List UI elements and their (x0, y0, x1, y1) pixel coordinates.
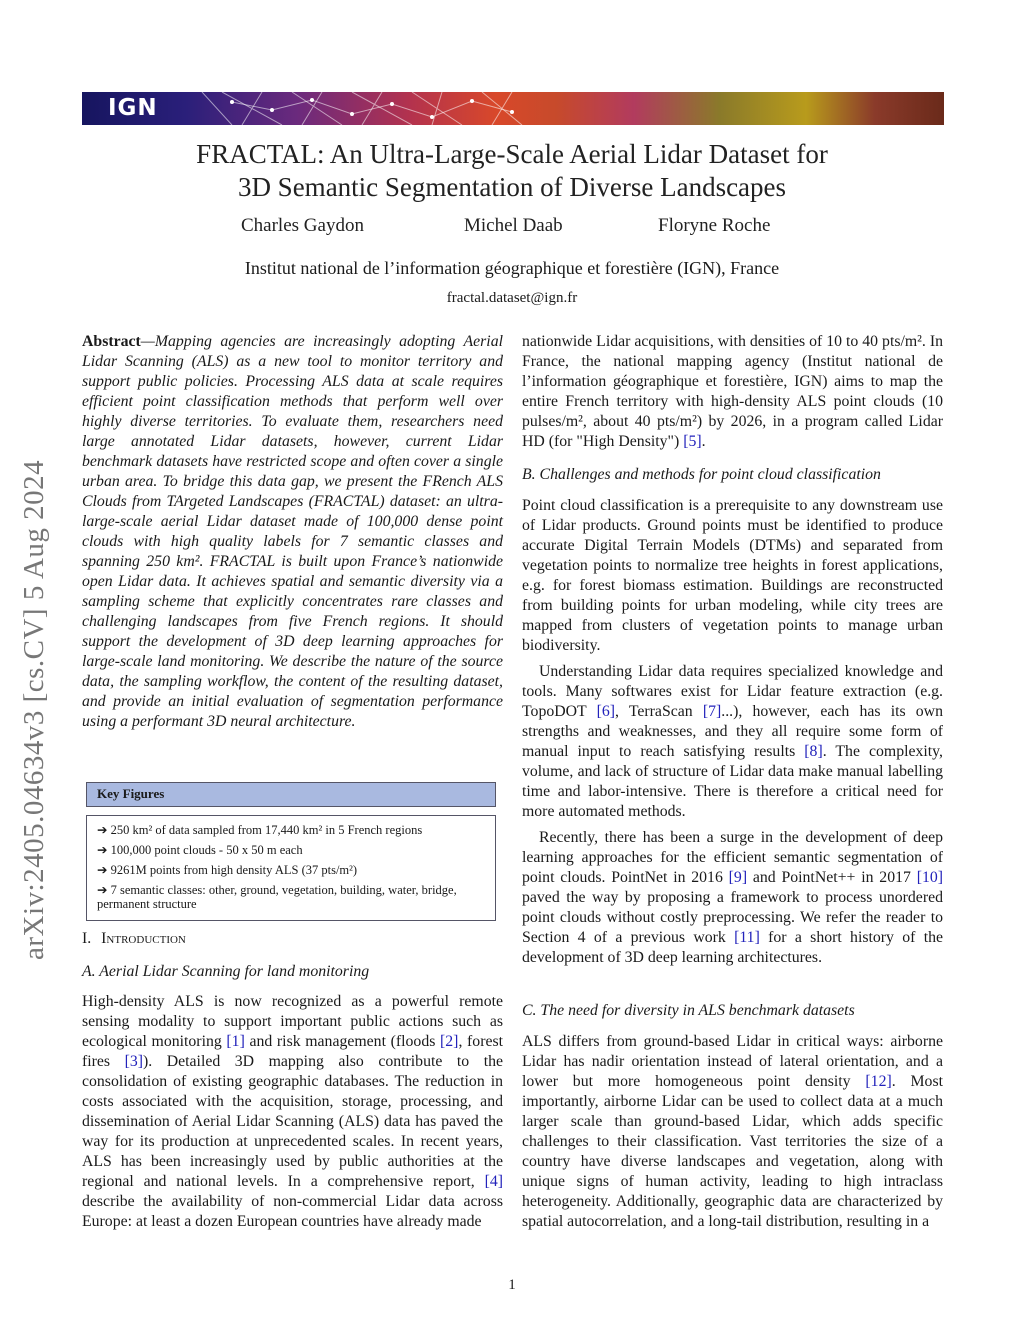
text-run: nationwide Lidar acquisitions, with densities of 10 to 40 pts/m². In France, the national mapping agency (Institut national de l’information géographique et forestière, IGN) aims to map the entire French territory with high-density ALS point clouds (10 pulses/m², about 40 pts/m²) by 2026, in a program called Lidar HD (for "High Density") (522, 333, 943, 450)
text-run: ). Detailed 3D mapping also contribute to the consolidation of existing geographic databases. The reduction in costs associated with the acquisition, storage, processing, and dissemination of Aerial Lidar Scanning (ALS) data has paved the way for its production at unprecedented scales. In recent years, ALS has been increasingly used by public authorities at the regional and national levels. In a comprehensive report, (82, 1053, 503, 1190)
citation-link[interactable]: [12] (865, 1073, 892, 1090)
citation-link[interactable]: [6] (596, 703, 616, 720)
text-run: and PointNet++ in 2017 (747, 869, 917, 886)
right-paragraph-3 (522, 662, 943, 822)
citation-link[interactable]: [9] (728, 869, 748, 886)
text-run: . (701, 433, 706, 450)
abstract (82, 332, 503, 732)
citation-link[interactable]: [7] (702, 703, 722, 720)
title-line-2: 3D Semantic Segmentation of Diverse Landscapes (237, 172, 787, 202)
text-run: Recently, there has been a surge in the development of deep learning approaches for the efficient semantic segmentation of point clouds. PointNet in 2016 (522, 829, 943, 886)
key-figures-title: Key Figures (86, 782, 496, 807)
right-paragraph-1 (522, 332, 943, 452)
text-run: paved the way by proposing a framework to process unordered point clouds without costly preprocessing. We refer the reader to Section 4 of a previous work (522, 889, 943, 946)
key-figure-item: ➔ 100,000 point clouds - 50 x 50 m each (97, 843, 303, 857)
paper-title (120, 138, 904, 204)
text-run: High-density ALS is now recognized as a powerful remote sensing modality to support important public actions such as ecological monitoring (82, 993, 503, 1050)
abstract-label: Abstract (82, 333, 141, 350)
abstract-text: Mapping agencies are increasingly adopting Aerial Lidar Scanning (ALS) as a new tool to monitor territory and support public policies. Processing ALS data at scale requires efficient point classification methods that perform well over highly diverse territories. To evaluate them, researchers need large annotated Lidar datasets, however, current Lidar benchmark datasets have restricted scope and often cover a single urban area. To bridge this data gap, we present the FRench ALS Clouds from TArgeted Landscapes (FRACTAL) dataset: an ultra-large-scale aerial Lidar dataset made of 100,000 dense point clouds with high quality labels for 7 semantic classes and spanning 250 km². FRACTAL is built upon France’s nationwide open Lidar data. It achieves spatial and semantic diversity via a sampling scheme that explicitly concentrates rare classes and challenging landscapes from five French regions. It should support the development of 3D deep learning approaches for large-scale land monitoring. We describe the nature of the source data, the sampling workflow, the content of the resulting dataset, and provide an initial evaluation of segmentation performance using a performant 3D neural architecture. (82, 333, 503, 730)
affiliation: Institut national de l’information géographique et forestière (IGN), France (244, 258, 780, 278)
section-title: Introduction (101, 930, 186, 947)
key-figure-item: ➔ 250 km² of data sampled from 17,440 km² in 5 French regions (97, 823, 423, 837)
ign-logo: IGN (108, 95, 158, 121)
key-figure-item: ➔ 9261M points from high density ALS (37 pts/m²) (97, 863, 358, 877)
right-paragraph-2 (522, 496, 943, 656)
title-line-1: FRACTAL: An Ultra-Large-Scale Aerial Lidar Dataset for (196, 139, 828, 169)
author-3: Floryne Roche (658, 215, 771, 236)
right-paragraph-4 (522, 828, 943, 968)
author-1: Charles Gaydon (241, 215, 364, 236)
citation-link[interactable]: [1] (226, 1033, 245, 1050)
arxiv-identifier: arXiv:2405.04634v3 [cs.CV] 5 Aug 2024 (18, 459, 50, 960)
text-run: for a short history of the development of 3D deep learning architectures. (522, 929, 943, 966)
subsection-heading-c: C. The need for diversity in ALS benchmark datasets (522, 1002, 855, 1019)
section-number: I. (82, 930, 92, 947)
key-figures-list (86, 815, 496, 921)
citation-link[interactable]: [11] (734, 929, 760, 946)
text-run: , forest fires (82, 1033, 503, 1070)
text-run: , TerraScan (615, 703, 703, 720)
paragraph-text: Point cloud classification is a prerequisite to any downstream use of Lidar products. Ground points must be identified to produce accurate Digital Terrain Models (DTMs) and separated from vegetation points to normalize tree heights in forest applications, e.g. for forest biomass estimation. Buildings are reconstructed from building points for urban modeling, while city trees are mapped from clusters of vegetation points to manage urban biodiversity. (522, 497, 943, 654)
section-heading-introduction (82, 930, 186, 948)
banner-pattern-graphic (82, 92, 944, 125)
citation-link[interactable]: [10] (916, 869, 944, 886)
text-run: . Most importantly, airborne Lidar can be used to collect data at a much larger scale than ground-based Lidar, which adds specific challenges to their classification. Vast territories the size of a country have diverse landscapes and vegetation, along with unique signs of human activity, leading to high intraclass heterogeneity. Additionally, geographic data are characterized by spatial autocorrelation, and a long-tail distribution, resulting in a (522, 1073, 943, 1230)
text-run: ...), however, each has its own strengths and weaknesses, and they all require some form of manual input to reach satisfying results (522, 703, 943, 760)
citation-link[interactable]: [3] (124, 1053, 144, 1070)
key-figure-item: ➔ 7 semantic classes: other, ground, vegetation, building, water, bridge, permanent structure (97, 883, 457, 911)
ign-banner (82, 92, 944, 125)
intro-paragraph-1 (82, 992, 503, 1232)
text-run: ALS differs from ground-based Lidar in critical ways: airborne Lidar has nadir orientation instead of lateral orientation, and a lower but more homogeneous point density (522, 1033, 943, 1090)
citation-link[interactable]: [2] (440, 1033, 459, 1050)
text-run: . The complexity, volume, and lack of structure of Lidar data make manual labelling time and labor-intensive. There is therefore a critical need for more automated methods. (522, 743, 943, 820)
subsection-heading-a: A. Aerial Lidar Scanning for land monitoring (82, 963, 370, 980)
page-number: 1 (508, 1277, 516, 1293)
citation-link[interactable]: [8] (804, 743, 823, 760)
author-2: Michel Daab (464, 215, 563, 236)
text-run: describe the availability of non-commercial Lidar data across Europe: at least a dozen European countries have already made (82, 1193, 503, 1230)
key-figures-box (86, 782, 496, 921)
text-run: and risk management (floods (244, 1033, 441, 1050)
abstract-dash: — (140, 333, 155, 350)
subsection-heading-b: B. Challenges and methods for point cloud classification (522, 466, 881, 483)
text-run: Understanding Lidar data requires specialized knowledge and tools. Many softwares exist for Lidar feature extraction (e.g. TopoDOT (522, 663, 943, 720)
contact-email: fractal.dataset@ign.fr (446, 290, 578, 306)
citation-link[interactable]: [5] (683, 433, 702, 450)
right-paragraph-5 (522, 1032, 943, 1232)
citation-link[interactable]: [4] (484, 1173, 503, 1190)
